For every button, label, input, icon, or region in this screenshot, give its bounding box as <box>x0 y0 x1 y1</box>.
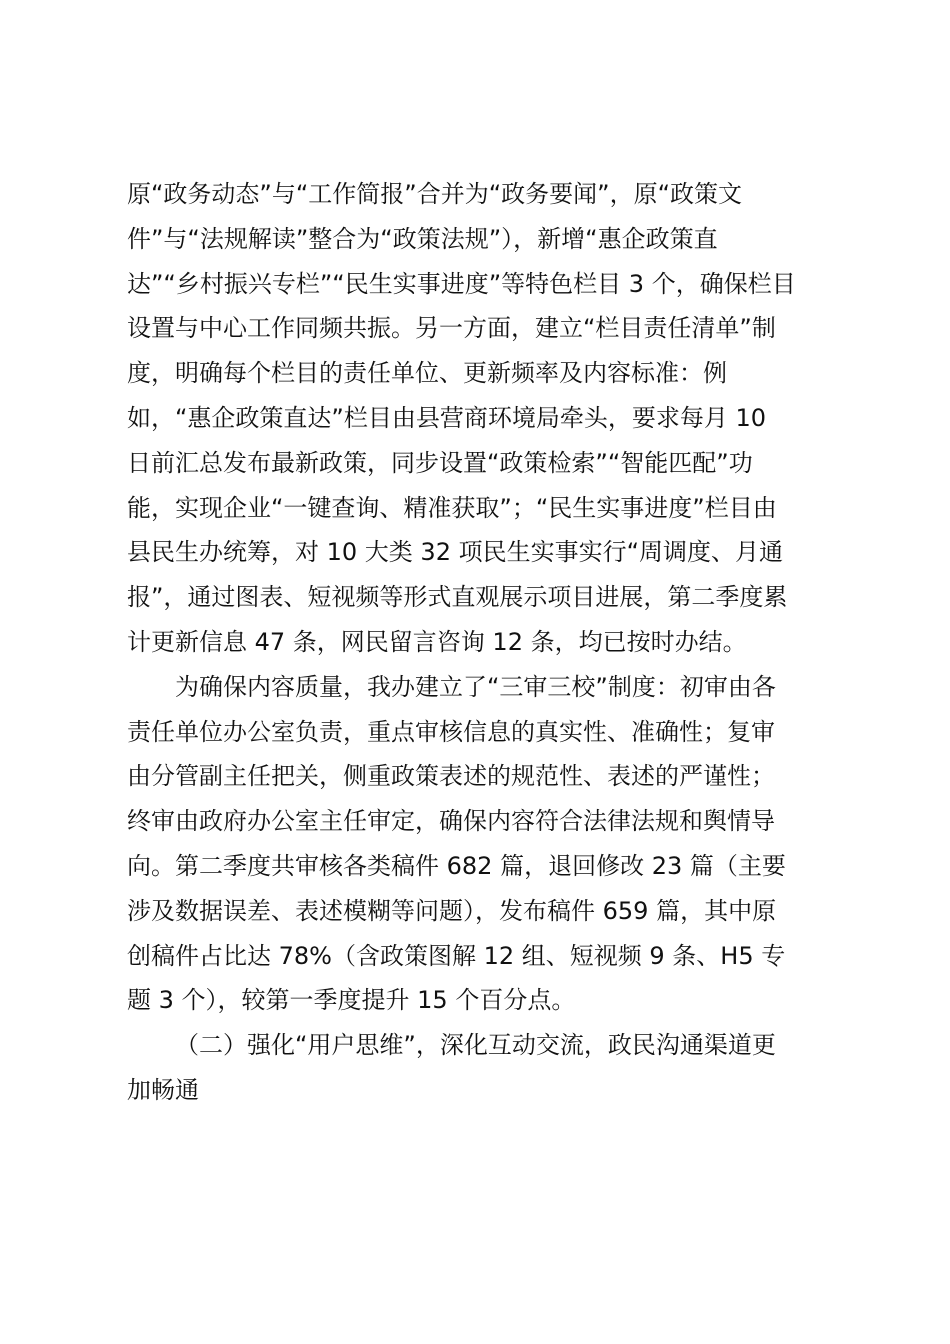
text-line: 由分管副主任把关，侧重政策表述的规范性、表述的严谨性； <box>127 762 775 791</box>
text-line: 责任单位办公室负责，重点审核信息的真实性、准确性；复审 <box>127 717 775 746</box>
text-line: 创稿件占比达 78%（含政策图解 12 组、短视频 9 条、H5 专 <box>127 941 786 970</box>
text-line: 达”“乡村振兴专栏”“民生实事进度”等特色栏目 3 个，确保栏目 <box>127 269 796 298</box>
text-line: 能，实现企业“一键查询、精准获取”；“民生实事进度”栏目由 <box>127 493 777 522</box>
text-line: 报”，通过图表、短视频等形式直观展示项目进展，第二季度累 <box>127 583 788 612</box>
text-line: 日前汇总发布最新政策，同步设置“政策检索”“智能匹配”功 <box>127 448 753 477</box>
text-line: 度，明确每个栏目的责任单位、更新频率及内容标准：例 <box>127 359 727 388</box>
text-line: 计更新信息 47 条，网民留言咨询 12 条，均已按时办结。 <box>127 627 747 656</box>
section-heading-line: （二）强化“用户思维”，深化互动交流，政民沟通渠道更 <box>175 1031 776 1060</box>
section-heading-line: 加畅通 <box>127 1075 199 1104</box>
text-line: 向。第二季度共审核各类稿件 682 篇，退回修改 23 篇（主要 <box>127 851 786 880</box>
text-line: 县民生办统筹，对 10 大类 32 项民生实事实行“周调度、月通 <box>127 538 784 567</box>
body-text <box>127 172 837 1113</box>
text-line: 如，“惠企政策直达”栏目由县营商环境局牵头，要求每月 10 <box>127 403 767 432</box>
text-line: 终审由政府办公室主任审定，确保内容符合法律法规和舆情导 <box>127 807 775 836</box>
text-line: 设置与中心工作同频共振。另一方面，建立“栏目责任清单”制 <box>127 314 776 343</box>
text-line: 涉及数据误差、表述模糊等问题），发布稿件 659 篇，其中原 <box>127 896 777 925</box>
text-line: 原“政务动态”与“工作简报”合并为“政务要闻”，原“政策文 <box>127 180 743 208</box>
text-line: 题 3 个），较第一季度提升 15 个百分点。 <box>127 986 576 1015</box>
paragraph-start-line: 为确保内容质量，我办建立了“三审三校”制度：初审由各 <box>175 672 776 701</box>
text-line: 件”与“法规解读”整合为“政策法规”），新增“惠企政策直 <box>127 224 718 253</box>
